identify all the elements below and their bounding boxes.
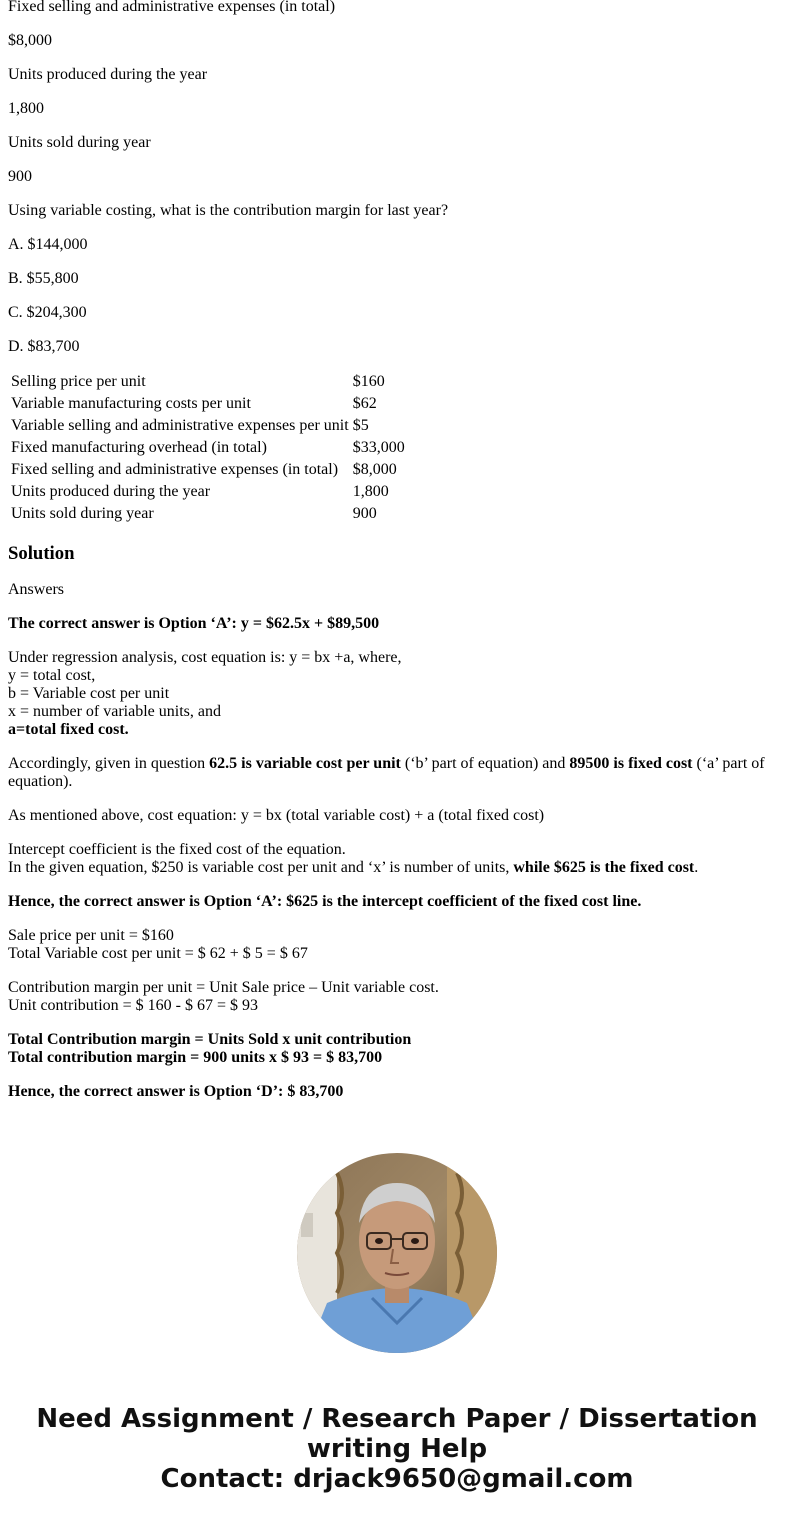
row-value: $160 bbox=[352, 373, 385, 390]
option-b: B. $55,800 bbox=[8, 270, 79, 287]
author-avatar bbox=[297, 1153, 497, 1353]
document-body bbox=[8, 0, 786, 1101]
intercept-paragraph: Intercept coefficient is the fixed cost of the equation. In the given equation, $250 is variable cost per unit and ‘x’ is number of units, while $625 is the fixed cost. bbox=[8, 841, 699, 876]
question-line: Units produced during the year bbox=[8, 66, 208, 83]
regression-explanation bbox=[8, 649, 786, 739]
explanation-line: a=total fixed cost. bbox=[8, 721, 129, 738]
question-line: 1,800 bbox=[8, 100, 44, 117]
table-row bbox=[10, 394, 406, 414]
question-prompt: Using variable costing, what is the contribution margin for last year? bbox=[8, 202, 449, 219]
promo-line: writing Help bbox=[306, 1434, 488, 1464]
promo-banner bbox=[0, 1404, 794, 1494]
question-line: $8,000 bbox=[8, 32, 52, 49]
option-c: C. $204,300 bbox=[8, 304, 87, 321]
row-value: $33,000 bbox=[352, 439, 405, 456]
row-value: 900 bbox=[352, 505, 377, 522]
correct-answer-a: The correct answer is Option ‘A’: y = $62.5x + $89,500 bbox=[8, 615, 380, 632]
total-contribution-calc: Total Contribution margin = Units Sold x unit contribution Total contribution margin = 900 units x $ 93 = $ 83,700 bbox=[8, 1031, 412, 1066]
question-line: Fixed selling and administrative expenses (in total) bbox=[8, 0, 336, 15]
hence-answer-a: Hence, the correct answer is Option ‘A’: $625 is the intercept coefficient of the fixed cost line. bbox=[8, 893, 642, 910]
unit-contribution-calc: Contribution margin per unit = Unit Sale price – Unit variable cost. Unit contribution = $ 160 - $ 67 = $ 93 bbox=[8, 979, 439, 1014]
answers-label: Answers bbox=[8, 581, 64, 598]
row-label: Variable manufacturing costs per unit bbox=[11, 395, 251, 412]
table-row bbox=[10, 416, 406, 436]
explanation-line: x = number of variable units, and bbox=[8, 703, 221, 720]
cost-equation-paragraph: As mentioned above, cost equation: y = bx (total variable cost) + a (total fixed cost) bbox=[8, 807, 545, 824]
option-d: D. $83,700 bbox=[8, 338, 80, 355]
cost-data-table bbox=[8, 370, 408, 526]
promo-line: Need Assignment / Research Paper / Dissertation bbox=[36, 1404, 758, 1434]
explanation-line: y = total cost, bbox=[8, 667, 96, 684]
table-row bbox=[10, 482, 406, 502]
hence-answer-d: Hence, the correct answer is Option ‘D’: $ 83,700 bbox=[8, 1083, 344, 1100]
solution-heading: Solution bbox=[8, 543, 75, 564]
row-label: Units produced during the year bbox=[11, 483, 211, 500]
row-label: Selling price per unit bbox=[11, 373, 146, 390]
table-row bbox=[10, 438, 406, 458]
row-value: $8,000 bbox=[352, 461, 397, 478]
avatar-photo bbox=[297, 1153, 497, 1353]
table-row bbox=[10, 372, 406, 392]
question-line: Units sold during year bbox=[8, 134, 151, 151]
row-value: $5 bbox=[352, 417, 369, 434]
row-label: Fixed selling and administrative expenses (in total) bbox=[11, 461, 339, 478]
promo-contact: Contact: drjack9650@gmail.com bbox=[160, 1464, 634, 1494]
row-value: $62 bbox=[352, 395, 377, 412]
option-a: A. $144,000 bbox=[8, 236, 88, 253]
row-label: Units sold during year bbox=[11, 505, 154, 522]
row-label: Fixed manufacturing overhead (in total) bbox=[11, 439, 267, 456]
table-row bbox=[10, 460, 406, 480]
table-row bbox=[10, 504, 406, 524]
accordingly-paragraph: Accordingly, given in question 62.5 is variable cost per unit (‘b’ part of equation) and 89500 is fixed cost (‘a’ part of equation). bbox=[8, 755, 765, 790]
variable-cost-calc: Sale price per unit = $160 Total Variable cost per unit = $ 62 + $ 5 = $ 67 bbox=[8, 927, 308, 962]
row-value: 1,800 bbox=[352, 483, 389, 500]
question-line: 900 bbox=[8, 168, 32, 185]
explanation-line: Under regression analysis, cost equation is: y = bx +a, where, bbox=[8, 649, 402, 666]
explanation-line: b = Variable cost per unit bbox=[8, 685, 170, 702]
row-label: Variable selling and administrative expenses per unit bbox=[11, 417, 349, 434]
